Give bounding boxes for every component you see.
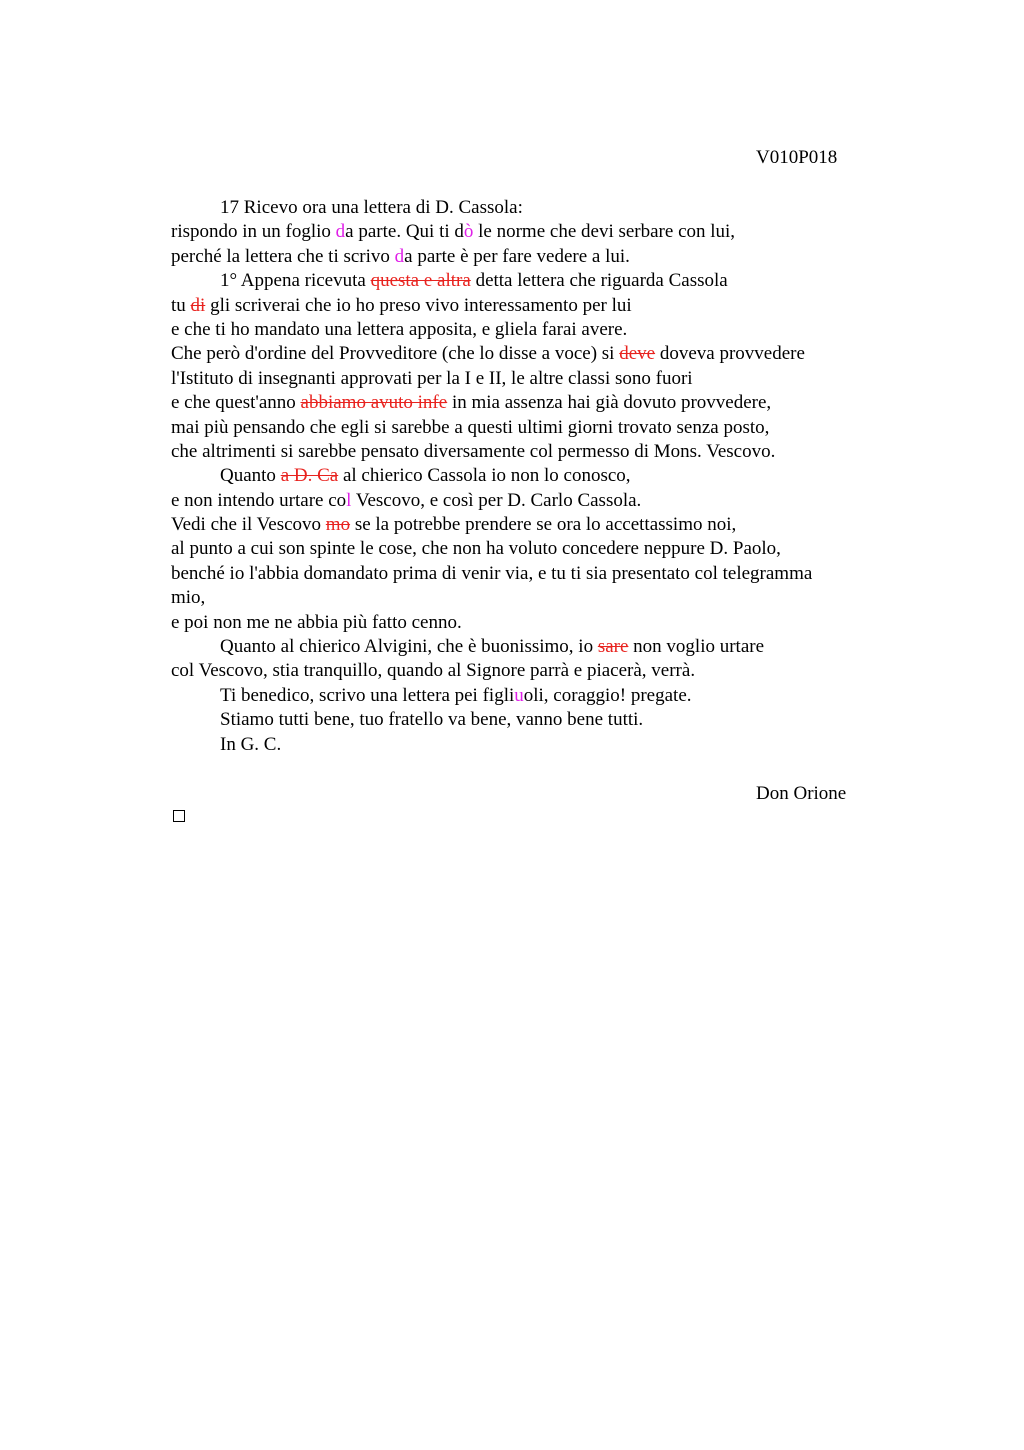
text-segment: benché io l'abbia domandato prima di venir via, e tu ti sia presentato col telegramma	[171, 562, 813, 584]
text-segment: doveva provvedere	[655, 343, 805, 365]
text-line	[171, 537, 881, 561]
text-line	[171, 220, 881, 244]
text-segment: In G. C.	[220, 733, 282, 755]
text-segment: le norme che devi serbare con lui,	[473, 221, 736, 243]
text-line	[171, 611, 881, 635]
deleted-text: deve	[619, 343, 656, 365]
deleted-text: abbiamo avuto infe	[300, 392, 448, 414]
inserted-text: u	[514, 684, 524, 706]
text-line	[171, 513, 881, 537]
text-segment: col Vescovo, stia tranquillo, quando al Signore parrà e piacerà, verrà.	[171, 660, 696, 682]
text-line	[171, 318, 881, 342]
letter-body	[171, 196, 881, 757]
text-line	[171, 659, 881, 683]
text-line	[171, 391, 881, 415]
text-segment: Ti benedico, scrivo una lettera pei figli	[220, 684, 515, 706]
text-segment: a parte. Qui ti d	[345, 221, 464, 243]
text-segment: gli scriverai che io ho preso vivo interessamento per lui	[205, 294, 632, 316]
text-line	[171, 489, 881, 513]
text-segment: se la potrebbe prendere se ora lo accettassimo noi,	[350, 514, 737, 536]
text-segment: che altrimenti si sarebbe pensato diversamente col permesso di Mons. Vescovo.	[171, 440, 776, 462]
text-segment: a parte è per fare vedere a lui.	[404, 245, 630, 267]
text-segment: l'Istituto di insegnanti approvati per la I e II, le altre classi sono fuori	[171, 367, 693, 389]
text-line	[171, 586, 881, 610]
text-line	[171, 294, 881, 318]
text-segment: detta lettera che riguarda Cassola	[470, 270, 728, 292]
text-segment: al punto a cui son spinte le cose, che non ha voluto concedere neppure D. Paolo,	[171, 538, 781, 560]
text-line	[171, 367, 881, 391]
text-segment: oli, coraggio! pregate.	[523, 684, 692, 706]
text-line	[171, 416, 881, 440]
inserted-text: d	[335, 221, 346, 243]
text-line	[171, 196, 881, 220]
deleted-text: questa e altra	[370, 270, 471, 292]
text-segment: 1° Appena ricevuta	[220, 270, 371, 292]
text-segment: al chierico Cassola io non lo conosco,	[338, 465, 631, 487]
deleted-text: sare	[597, 636, 629, 658]
text-segment: tu	[171, 294, 191, 316]
text-line	[171, 733, 881, 757]
text-segment: mai più pensando che egli si sarebbe a questi ultimi giorni trovato senza posto,	[171, 416, 770, 438]
text-segment: Stiamo tutti bene, tuo fratello va bene, vanno bene tutti.	[220, 709, 644, 731]
text-segment: Che però d'ordine del Provveditore (che lo disse a voce) si	[171, 343, 620, 365]
text-line	[171, 269, 881, 293]
text-line	[171, 562, 881, 586]
deleted-text: di	[190, 294, 206, 316]
text-line	[171, 440, 881, 464]
text-segment: in mia assenza hai già dovuto provvedere,	[447, 392, 772, 414]
text-segment: perché la lettera che ti scrivo	[171, 245, 395, 267]
text-segment: 17 Ricevo ora una lettera di D. Cassola:	[220, 197, 523, 218]
inserted-text: ò	[463, 221, 474, 243]
text-line	[171, 464, 881, 488]
inserted-text: l	[346, 489, 352, 511]
text-segment: e non intendo urtare co	[171, 489, 347, 511]
text-line	[171, 708, 881, 732]
document-id: V010P018	[756, 147, 838, 168]
text-line	[171, 635, 881, 659]
text-segment: rispondo in un foglio	[171, 221, 336, 243]
text-segment: Quanto al chierico Alvigini, che è buonissimo, io	[220, 636, 598, 658]
text-line	[171, 342, 881, 366]
deleted-text: mo	[325, 514, 351, 536]
deleted-text: a D. Ca	[280, 465, 339, 487]
text-line	[171, 684, 881, 708]
text-segment: Vedi che il Vescovo	[171, 514, 326, 536]
text-segment: non voglio urtare	[628, 636, 765, 658]
text-segment: e che quest'anno	[171, 392, 301, 414]
signature: Don Orione	[756, 783, 847, 804]
empty-square-icon	[173, 810, 185, 822]
text-segment: Vescovo, e così per D. Carlo Cassola.	[351, 489, 642, 511]
text-segment: mio,	[171, 587, 206, 609]
text-line	[171, 245, 881, 269]
text-segment: e che ti ho mandato una lettera apposita, e gliela farai avere.	[171, 318, 628, 340]
text-segment: Quanto	[220, 465, 281, 487]
text-segment: e poi non me ne abbia più fatto cenno.	[171, 611, 462, 633]
inserted-text: d	[394, 245, 405, 267]
